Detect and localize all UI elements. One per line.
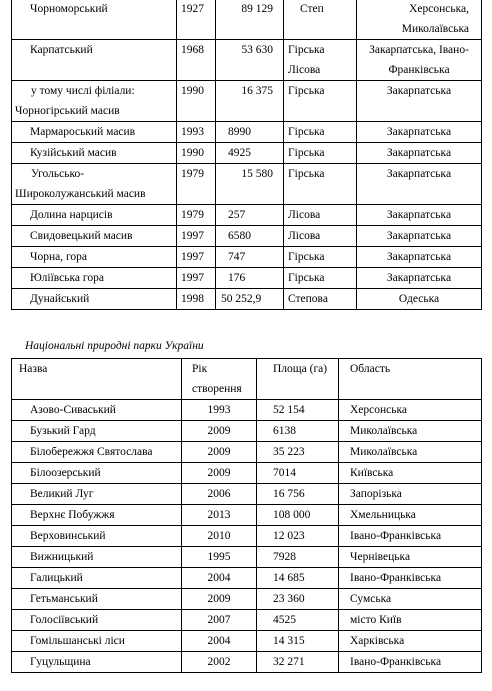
park-area: 35 223 [257,442,339,463]
table-row [12,122,482,143]
park-area: 4525 [257,610,339,631]
reserve-region-text: Закарпатська, Івано-Франківська [369,44,469,76]
reserve-year: 1979 [177,205,216,226]
table-row [12,81,482,122]
reserve-type: Гірська [284,81,357,122]
reserve-name: Угольсько-Широколужанський масив [12,164,177,205]
reserves-table [11,0,482,310]
table-row [12,589,482,610]
parks-table [11,358,482,673]
reserve-type: Гірська [284,122,357,143]
park-name: Голосіївський [12,610,182,631]
table-row [12,268,482,289]
park-region: місто Київ [339,610,482,631]
table-row [12,0,482,40]
reserve-year: 1990 [177,143,216,164]
park-region: Харківська [339,631,482,652]
reserve-area: 50 252,9 [216,289,284,310]
reserve-name: Свидовецький масив [12,226,177,247]
reserve-type: Лісова [284,205,357,226]
reserve-area: 4925 [216,143,284,164]
reserve-region: Закарпатська [357,268,482,289]
park-year: 2004 [182,631,257,652]
reserve-region [357,0,482,40]
reserve-type: Лісова [284,226,357,247]
table-row [12,289,482,310]
reserve-area: 176 [216,268,284,289]
park-name: Великий Луг [12,484,182,505]
reserve-year: 1927 [177,0,216,40]
park-area: 7928 [257,547,339,568]
park-area: 6138 [257,421,339,442]
reserve-area: 89 129 [216,0,284,40]
reserve-name: Кузійський масив [12,143,177,164]
park-name: Азово-Сиваський [12,400,182,421]
park-area: 16 756 [257,484,339,505]
reserve-type: Гірська [284,268,357,289]
park-area: 108 000 [257,505,339,526]
reserve-region: Закарпатська [357,247,482,268]
reserve-year: 1993 [177,122,216,143]
park-area: 14 685 [257,568,339,589]
table-row [12,400,482,421]
reserve-region: Закарпатська [357,122,482,143]
reserve-type-text: Степ [300,3,324,15]
reserve-type: Степова [284,289,357,310]
reserve-year: 1997 [177,226,216,247]
park-region: Чернівецька [339,547,482,568]
park-area: 7014 [257,463,339,484]
park-name: Бузький Гард [12,421,182,442]
reserve-region: Закарпатська [357,143,482,164]
park-year: 2006 [182,484,257,505]
park-area: 14 315 [257,631,339,652]
park-year: 2004 [182,568,257,589]
reserve-area: 16 375 [216,81,284,122]
park-year: 2009 [182,463,257,484]
reserve-year: 1979 [177,164,216,205]
park-region: Київська [339,463,482,484]
reserve-region [357,40,482,81]
table-row [12,40,482,81]
reserve-area: 747 [216,247,284,268]
park-year: 2002 [182,652,257,673]
reserve-type-text: Гірська Лісова [288,44,325,76]
park-region: Миколаївська [339,442,482,463]
park-year: 2009 [182,421,257,442]
reserve-type [284,0,357,40]
park-name: Верхнє Побужжя [12,505,182,526]
park-year: 2007 [182,610,257,631]
park-area: 12 023 [257,526,339,547]
table-row [12,247,482,268]
parks-section-title: Національні природні парки України [25,340,204,352]
park-year: 2009 [182,442,257,463]
reserve-region: Одеська [357,289,482,310]
park-region: Івано-Франківська [339,526,482,547]
reserve-type: Гірська [284,247,357,268]
table-row [12,505,482,526]
park-name: Білобережжя Святослава [12,442,182,463]
reserve-name: Дунайський [12,289,177,310]
park-year: 2013 [182,505,257,526]
table-row [12,226,482,247]
park-name: Гомільшанські ліси [12,631,182,652]
reserve-name: Юліївська гора [12,268,177,289]
col-header-year: Рік створення [182,359,257,400]
table-row [12,143,482,164]
reserve-type: Гірська [284,143,357,164]
reserve-year: 1968 [177,40,216,81]
reserve-region-text: Херсонська, Миколаївська [401,3,469,35]
reserve-area: 8990 [216,122,284,143]
reserve-area: 6580 [216,226,284,247]
table-row [12,442,482,463]
reserve-region: Закарпатська [357,226,482,247]
col-header-area: Площа (га) [257,359,339,400]
table-row [12,463,482,484]
reserve-name: Карпатський [12,40,177,81]
park-name: Гетьманський [12,589,182,610]
park-year: 1993 [182,400,257,421]
park-region: Херсонська [339,400,482,421]
col-header-region: Область [339,359,482,400]
table-row [12,610,482,631]
park-name: Верховинський [12,526,182,547]
reserve-region: Закарпатська [357,81,482,122]
reserve-name: Чорна, гора [12,247,177,268]
reserve-region: Закарпатська [357,205,482,226]
table-row [12,568,482,589]
park-name: Вижницький [12,547,182,568]
reserve-name: Долина нарцисів [12,205,177,226]
park-area: 32 271 [257,652,339,673]
reserve-year: 1997 [177,247,216,268]
park-area: 52 154 [257,400,339,421]
table-row [12,164,482,205]
table-row [12,652,482,673]
table-row [12,421,482,442]
park-year: 1995 [182,547,257,568]
reserve-name: Чорноморський [12,0,177,40]
table-row [12,484,482,505]
park-region: Сумська [339,589,482,610]
reserve-area: 15 580 [216,164,284,205]
reserve-name: Мармароський масив [12,122,177,143]
reserve-year: 1997 [177,268,216,289]
reserve-type: Гірська [284,164,357,205]
col-header-name: Назва [12,359,182,400]
reserve-area: 257 [216,205,284,226]
park-region: Хмельницька [339,505,482,526]
reserve-name: у тому числі філіали: Чорногірський масив [12,81,177,122]
reserve-region: Закарпатська [357,164,482,205]
table-row [12,631,482,652]
park-year: 2010 [182,526,257,547]
park-region: Запорізька [339,484,482,505]
reserve-type [284,40,357,81]
park-region: Миколаївська [339,421,482,442]
park-region: Івано-Франківська [339,568,482,589]
park-year: 2009 [182,589,257,610]
reserve-area: 53 630 [216,40,284,81]
table-row [12,547,482,568]
table-header-row [12,359,482,400]
park-name: Білоозерський [12,463,182,484]
park-name: Галицький [12,568,182,589]
park-region: Івано-Франківська [339,652,482,673]
table-row [12,526,482,547]
park-name: Гуцульщина [12,652,182,673]
park-area: 23 360 [257,589,339,610]
reserve-year: 1990 [177,81,216,122]
table-row [12,205,482,226]
reserve-year: 1998 [177,289,216,310]
